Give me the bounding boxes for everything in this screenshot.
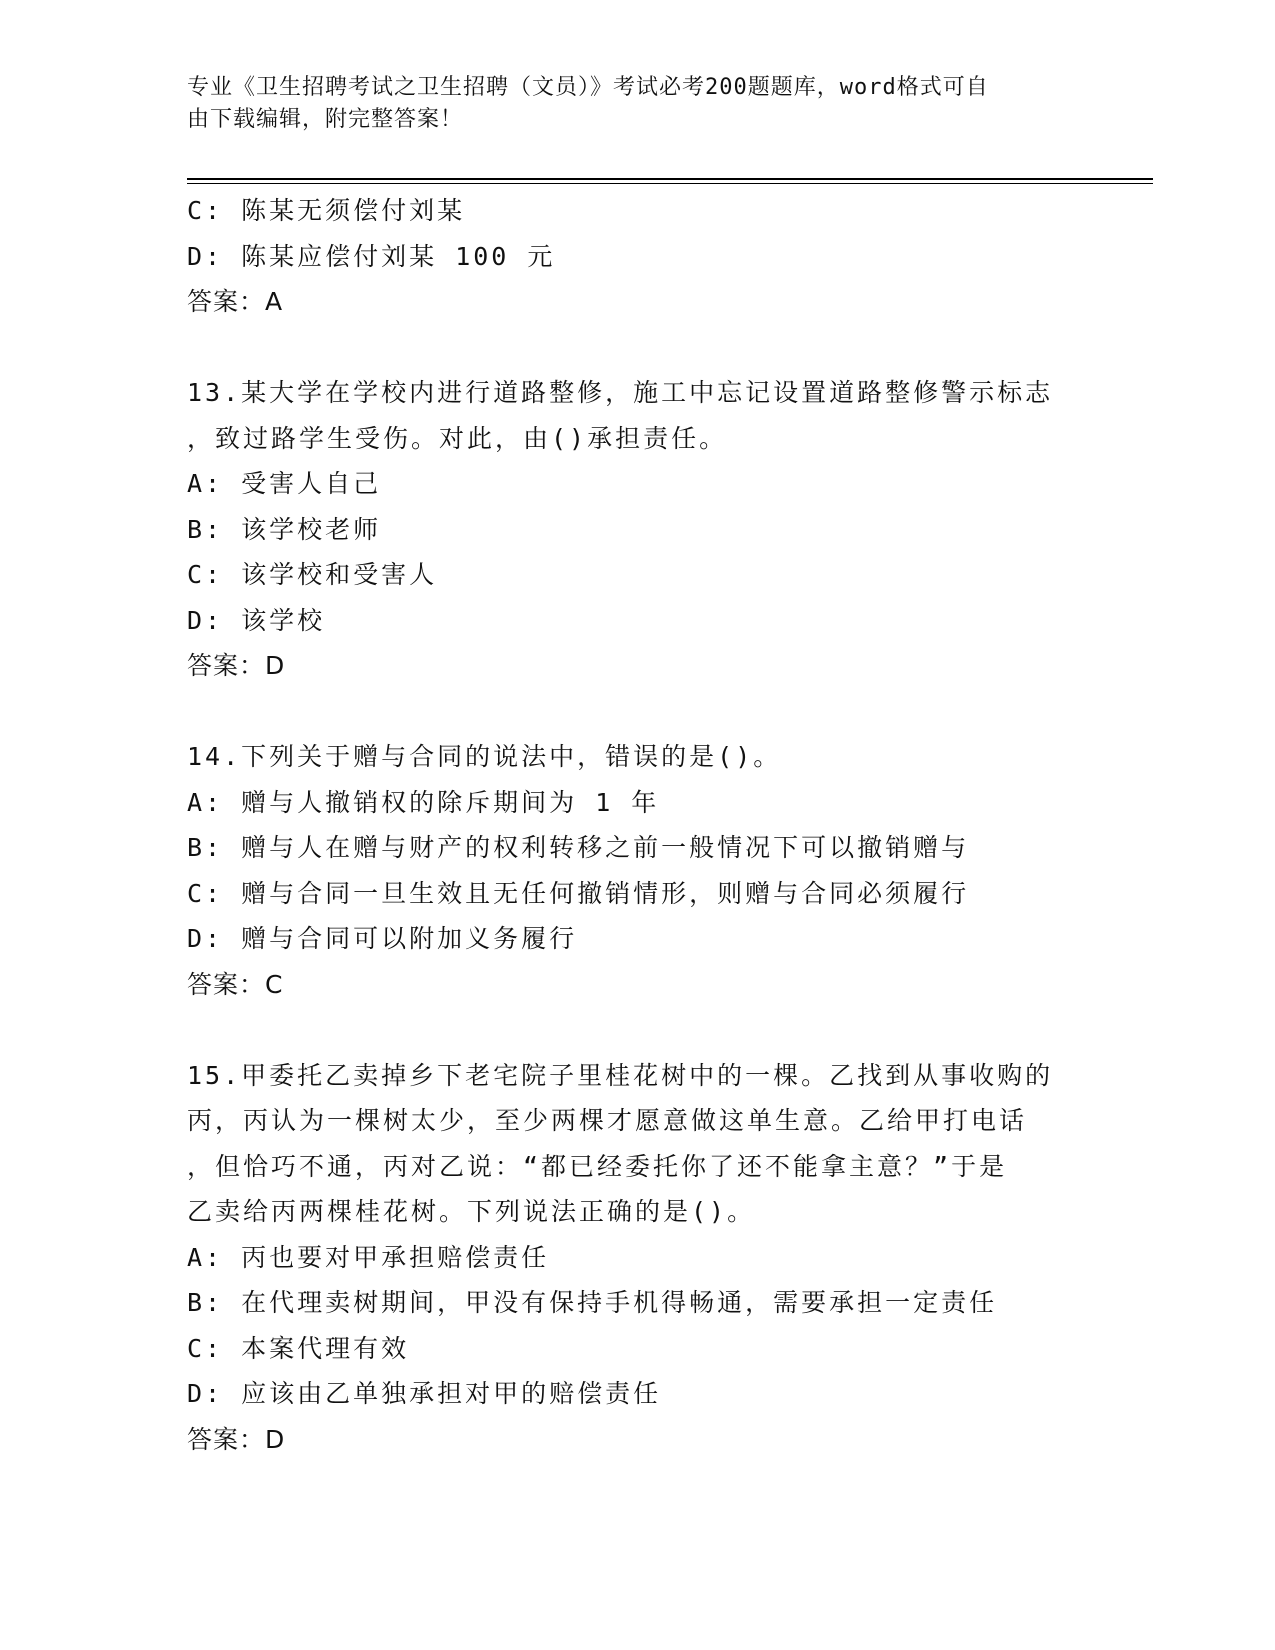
spacer [187, 689, 1107, 735]
question-text: ，但恰巧不通，丙对乙说：“都已经委托你了还不能拿主意？”于是 [187, 1151, 1008, 1181]
spacer [187, 325, 1107, 371]
option-c: C: 该学校和受害人 [187, 560, 438, 589]
header-line-2: 由下载编辑，附完整答案！ [187, 107, 464, 132]
question-text: 13.某大学在学校内进行道路整修，施工中忘记设置道路整修警示标志 [187, 378, 1054, 407]
answer-line: 答案：A [187, 287, 284, 316]
question-text: 乙卖给丙两棵桂花树。下列说法正确的是()。 [187, 1197, 756, 1226]
question-text: 丙，丙认为一棵树太少，至少两棵才愿意做这单生意。乙给甲打电话 [187, 1106, 1028, 1135]
option-b: B: 该学校老师 [187, 514, 382, 544]
option-d: D: 陈某应偿付刘某 100 元 [187, 241, 556, 271]
spacer [187, 1007, 1107, 1053]
option-a: A: 赠与人撤销权的除斥期间为 1 年 [187, 787, 660, 817]
question-block-15 [187, 1053, 1107, 1463]
option-c: C: 赠与合同一旦生效且无任何撤销情形，则赠与合同必须履行 [187, 878, 970, 908]
question-block-13 [187, 370, 1107, 689]
question-block-12 [187, 188, 1107, 325]
answer-line: 答案：C [187, 969, 284, 999]
option-a: A: 丙也要对甲承担赔偿责任 [187, 1242, 550, 1272]
question-text: ，致过路学生受伤。对此，由()承担责任。 [187, 423, 728, 453]
answer-line: 答案：D [187, 1424, 286, 1454]
question-block-14 [187, 734, 1107, 1007]
option-d: D: 应该由乙单独承担对甲的赔偿责任 [187, 1379, 662, 1408]
question-text: 15.甲委托乙卖掉乡下老宅院子里桂花树中的一棵。乙找到从事收购的 [187, 1060, 1054, 1090]
option-b: B: 在代理卖树期间，甲没有保持手机得畅通，需要承担一定责任 [187, 1288, 998, 1317]
document-header [187, 72, 1067, 136]
option-c: C: 陈某无须偿付刘某 [187, 196, 466, 225]
option-b: B: 赠与人在赠与财产的权利转移之前一般情况下可以撤销赠与 [187, 833, 970, 862]
question-text: 14.下列关于赠与合同的说法中，错误的是()。 [187, 742, 782, 771]
header-divider-thick [187, 178, 1153, 180]
answer-line: 答案：D [187, 651, 286, 680]
option-d: D: 赠与合同可以附加义务履行 [187, 924, 578, 953]
option-c: C: 本案代理有效 [187, 1333, 410, 1363]
header-line-1: 专业《卫生招聘考试之卫生招聘（文员）》考试必考200题题库，word格式可自 [187, 75, 989, 100]
option-d: D: 该学校 [187, 605, 326, 635]
option-a: A: 受害人自己 [187, 469, 382, 498]
question-list [187, 188, 1107, 1462]
header-divider-thin [187, 183, 1153, 184]
